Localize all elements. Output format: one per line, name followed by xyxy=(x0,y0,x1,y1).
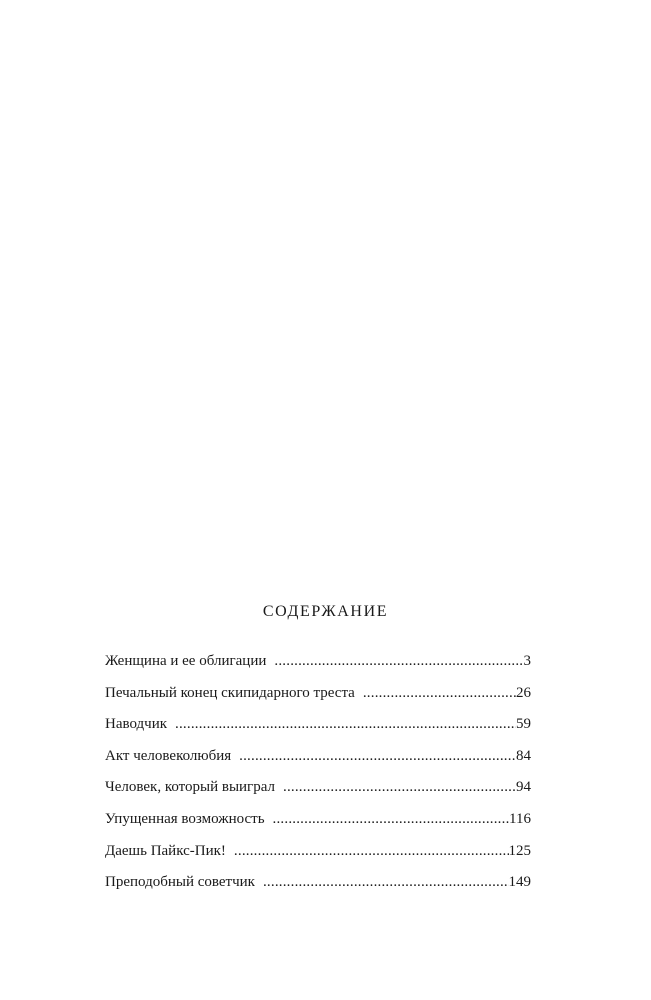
toc-entry xyxy=(105,777,531,809)
toc-entry-page: 149 xyxy=(508,874,531,891)
toc-entry-page: 125 xyxy=(508,842,531,859)
toc-entry xyxy=(105,809,531,841)
toc-dot-leader xyxy=(263,872,509,892)
toc-dot-leader xyxy=(283,777,516,797)
toc-dot-leader xyxy=(273,809,510,829)
toc-entry-title: Акт человеколюбия xyxy=(105,747,232,764)
toc-dot-leader xyxy=(363,683,516,703)
toc-dot-leader xyxy=(175,714,516,734)
toc-dot-leader xyxy=(274,651,523,671)
toc-heading: СОДЕРЖАНИЕ xyxy=(262,603,389,620)
toc-entry xyxy=(105,841,531,873)
toc-list xyxy=(105,651,531,904)
toc-entry xyxy=(105,746,531,778)
toc-entry-title: Даешь Пайкс-Пик! xyxy=(105,842,226,859)
toc-entry xyxy=(105,651,531,683)
toc-dot-leader xyxy=(239,746,516,766)
toc-entry-page: 116 xyxy=(509,810,531,827)
toc-entry-title: Женщина и ее облигации xyxy=(105,653,267,669)
toc-entry xyxy=(105,872,531,904)
toc-entry-title: Человек, который выиграл xyxy=(105,779,275,796)
toc-entry-page: 26 xyxy=(516,684,531,701)
toc-entry xyxy=(105,683,531,715)
toc-entry-page: 59 xyxy=(516,716,531,733)
toc-dot-leader xyxy=(234,841,509,861)
toc-entry-title: Преподобный советчик xyxy=(105,874,255,891)
toc-entry-title: Наводчик xyxy=(105,716,168,733)
toc-entry-title: Печальный конец скипидарного треста xyxy=(105,684,355,701)
toc-entry-title: Упущенная возможность xyxy=(105,810,265,827)
toc-entry-page: 3 xyxy=(523,653,531,669)
toc-entry-page: 84 xyxy=(516,747,531,764)
toc-entry-page: 94 xyxy=(516,779,531,796)
toc-entry xyxy=(105,714,531,746)
